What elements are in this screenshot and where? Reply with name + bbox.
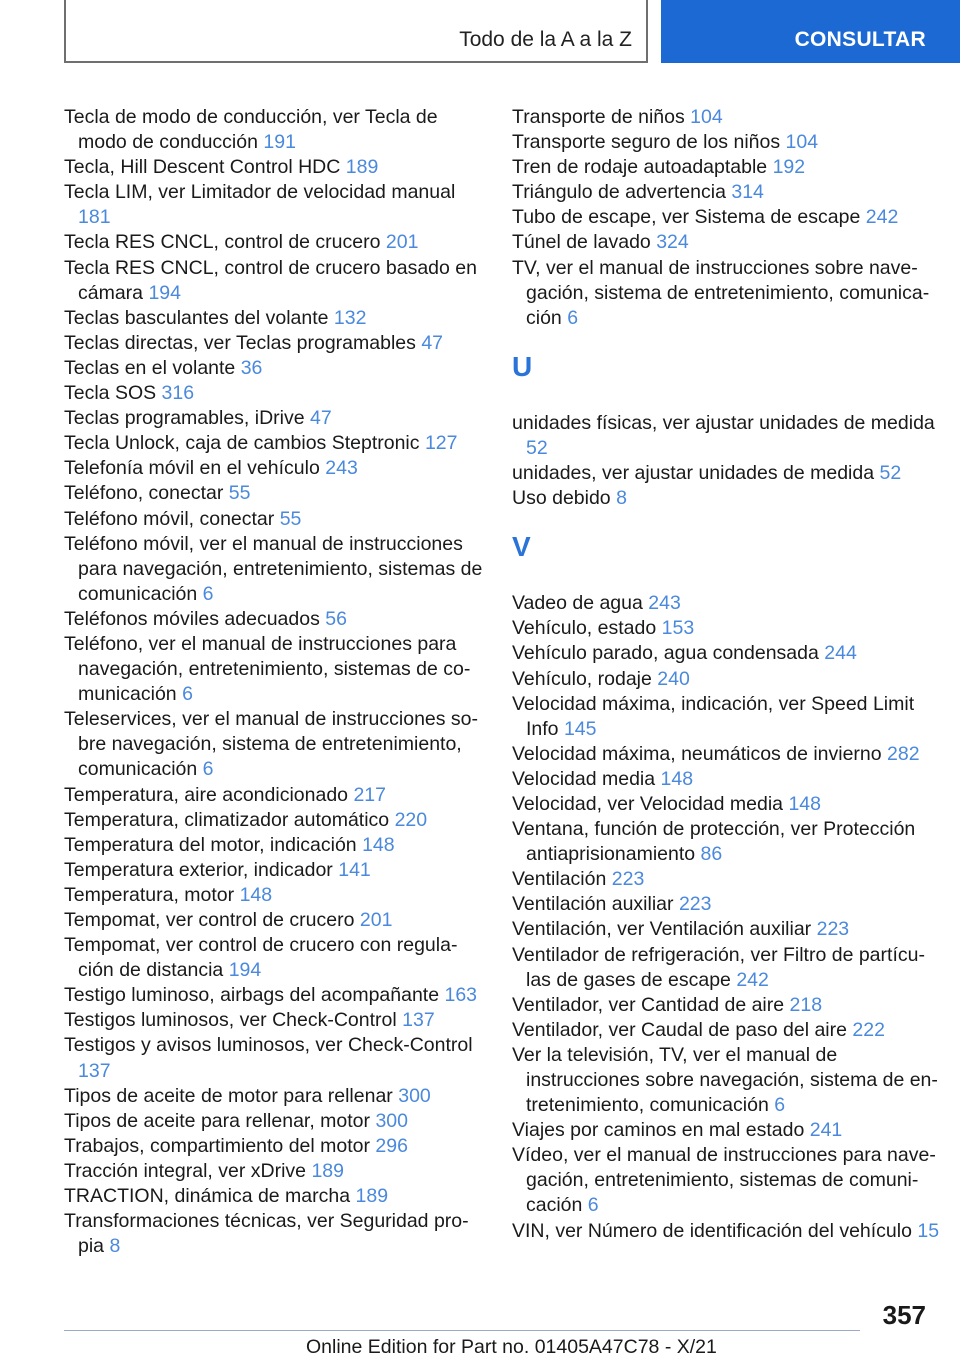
page-reference-link[interactable]: 6	[567, 306, 579, 329]
index-entry	[64, 1184, 484, 1209]
index-entry-text: Temperatura, motor	[64, 883, 235, 906]
index-entry-text: Vídeo, ver el manual de instrucciones para navegación, entretenimiento, sistemas de comunicación	[512, 1144, 936, 1217]
tab-index-az-label: Todo de la A a la Z	[459, 28, 632, 51]
index-entry	[512, 1043, 942, 1118]
index-entry	[64, 1109, 484, 1134]
index-entry	[512, 667, 942, 692]
index-entry-text: Temperatura exterior, indicador	[64, 858, 333, 881]
index-entry-text: Tracción integral, ver xDrive	[64, 1159, 307, 1182]
index-entry-text: Tecla, Hill Descent Control HDC	[64, 156, 341, 179]
index-entry-text: Trabajos, compartimiento del motor	[64, 1134, 370, 1157]
index-entry-text: Testigo luminoso, airbags del acompañante	[64, 984, 440, 1007]
index-entry	[512, 230, 942, 255]
index-entry	[512, 742, 942, 767]
index-entry	[64, 833, 484, 858]
index-entry-text: Vehículo, rodaje	[512, 667, 652, 690]
section-letter-v: V	[512, 531, 531, 563]
index-entry	[512, 130, 942, 155]
index-entry	[64, 883, 484, 908]
index-entry-text: Velocidad máxima, neumáticos de invierno	[512, 742, 882, 765]
index-entry	[512, 256, 942, 331]
index-column-left	[64, 105, 484, 1259]
index-entry-text: Teclas directas, ver Teclas programables	[64, 331, 416, 354]
page-reference-link[interactable]: 47	[310, 407, 332, 430]
page-reference-link[interactable]: 242	[736, 968, 769, 991]
index-entry-text: Teléfono móvil, ver el manual de instrucciones para navegación, entretenimiento, sistemas de comunicación	[64, 532, 483, 605]
page-reference-link[interactable]: 220	[394, 808, 428, 831]
index-entry-text: Tecla RES CNCL, control de crucero	[64, 231, 381, 254]
page-reference-link[interactable]: 163	[444, 984, 478, 1007]
page-reference-link[interactable]: 52	[526, 436, 548, 459]
index-entry-text: Velocidad máxima, indicación, ver Speed Limit Info	[512, 692, 915, 740]
index-entry	[512, 792, 942, 817]
index-entry-text: Ventilador de refrigeración, ver Filtro de partículas de gases de escape	[512, 943, 925, 991]
index-entry-text: Ventilador, ver Cantidad de aire	[512, 993, 785, 1016]
index-entry-text: Teleservices, ver el manual de instrucciones sobre navegación, sistema de entretenimiento, comunicación	[64, 708, 479, 781]
page-reference-link[interactable]: 242	[865, 206, 899, 229]
index-entry-text: Teclas basculantes del volante	[64, 306, 329, 329]
page-reference-link[interactable]: 132	[333, 306, 367, 329]
index-entry	[64, 230, 484, 255]
page-reference-link[interactable]: 191	[263, 131, 296, 154]
page-reference-link[interactable]: 55	[228, 482, 251, 505]
index-entry-text: Testigos luminosos, ver Check-Control	[64, 1009, 397, 1032]
page-reference-link[interactable]: 324	[656, 231, 689, 254]
index-entry-text: Temperatura del motor, indicación	[64, 833, 357, 856]
page-reference-link[interactable]: 6	[202, 758, 214, 781]
index-entry	[512, 105, 942, 130]
footer-edition: Online Edition for Part no. 01405A47C78 - X/21	[306, 1336, 717, 1358]
page-reference-link[interactable]: 8	[109, 1235, 121, 1258]
index-entry	[64, 783, 484, 808]
index-entry-text: Tipos de aceite para rellenar, motor	[64, 1109, 371, 1132]
index-entry-text: Ventilador, ver Caudal de paso del aire	[512, 1018, 847, 1041]
page-reference-link[interactable]: 300	[398, 1084, 431, 1107]
index-entry	[512, 817, 942, 867]
index-section-u	[512, 411, 942, 511]
index-entry	[512, 1018, 942, 1043]
index-entry	[64, 1033, 484, 1083]
index-entry	[512, 692, 942, 742]
index-entry	[64, 481, 484, 506]
index-entry	[64, 1008, 484, 1033]
page-reference-link[interactable]: 15	[917, 1219, 940, 1242]
page-reference-link[interactable]: 148	[362, 833, 395, 856]
index-section-v	[512, 591, 942, 1243]
footer-divider	[64, 1330, 860, 1331]
index-entry	[512, 616, 942, 641]
page-number: 357	[882, 1300, 926, 1330]
page-reference-link[interactable]: 56	[325, 607, 347, 630]
page-reference-link[interactable]: 137	[402, 1009, 435, 1032]
page-reference-link[interactable]: 282	[887, 742, 920, 765]
page-reference-link[interactable]: 55	[279, 507, 302, 530]
page-reference-link[interactable]: 223	[816, 918, 850, 941]
index-entry	[512, 1219, 942, 1244]
page-reference-link[interactable]: 194	[148, 281, 181, 304]
index-entry	[64, 180, 484, 230]
index-entry	[512, 1118, 942, 1143]
page-reference-link[interactable]: 194	[228, 959, 262, 982]
index-entry-text: Vehículo parado, agua condensada	[512, 642, 819, 665]
page-reference-link[interactable]: 240	[657, 667, 690, 690]
page-reference-link[interactable]: 6	[182, 683, 193, 706]
tab-consult-label: CONSULTAR	[794, 28, 926, 51]
page-reference-link[interactable]: 189	[311, 1159, 344, 1182]
index-entry-text: Teclas programables, iDrive	[64, 407, 305, 430]
index-entry-text: Ver la televisión, TV, ver el manual de instrucciones sobre navegación, sistema de entretenimiento, comunicación	[512, 1043, 938, 1117]
index-entry-text: Tempomat, ver control de crucero	[64, 909, 355, 931]
page-reference-link[interactable]: 192	[772, 156, 806, 179]
index-entry	[512, 411, 942, 461]
index-column-right	[512, 105, 942, 1244]
index-entry	[512, 641, 942, 666]
page-reference-link[interactable]: 217	[353, 783, 386, 806]
page-reference-link[interactable]: 300	[375, 1109, 408, 1132]
index-entry	[512, 155, 942, 180]
index-entry-text: Teléfono, ver el manual de instrucciones para navegación, entretenimiento, sistemas de comunicación	[64, 632, 471, 706]
page-reference-link[interactable]: 104	[690, 106, 723, 128]
index-entry-text: Tren de rodaje autoadaptable	[512, 156, 768, 179]
page-reference-link[interactable]: 86	[700, 843, 723, 866]
index-entry	[512, 1143, 942, 1218]
index-entry	[512, 867, 942, 892]
index-entry-text: Testigos y avisos luminosos, ver Check-Control	[64, 1034, 473, 1057]
index-entry-text: Túnel de lavado	[512, 231, 651, 254]
index-entry-text: Tecla RES CNCL, control de crucero basado en cámara	[64, 256, 477, 304]
index-entry-text: Telefonía móvil en el vehículo	[64, 457, 320, 480]
page-reference-link[interactable]: 243	[648, 592, 681, 615]
index-entry	[64, 933, 484, 983]
index-entry-text: Ventilación auxiliar	[512, 893, 674, 916]
index-entry-text: TRACTION, dinámica de marcha	[64, 1185, 351, 1208]
page-reference-link[interactable]: 218	[789, 993, 823, 1016]
index-entry-text: Triángulo de advertencia	[512, 181, 726, 204]
page-reference-link[interactable]: 223	[611, 868, 645, 891]
index-entry-text: Vehículo, estado	[512, 617, 657, 640]
index-entry-text: Temperatura, aire acondicionado	[64, 783, 349, 806]
page-reference-link[interactable]: 181	[78, 206, 111, 229]
index-entry-text: Transformaciones técnicas, ver Seguridad propia	[64, 1210, 469, 1258]
index-entry	[512, 180, 942, 205]
index-entry-text: TV, ver el manual de instrucciones sobre navegación, sistema de entretenimiento, comunicación	[512, 256, 930, 329]
index-entry	[512, 205, 942, 230]
page-reference-link[interactable]: 153	[661, 617, 695, 640]
index-entry-text: unidades físicas, ver ajustar unidades de medida	[512, 411, 935, 434]
page-reference-link[interactable]: 6	[202, 582, 214, 605]
index-section-t	[512, 105, 942, 331]
page-reference-link[interactable]: 223	[678, 893, 712, 916]
index-entry-text: unidades, ver ajustar unidades de medida	[512, 462, 875, 485]
index-entry-text: Transporte seguro de los niños	[512, 131, 781, 154]
page-reference-link[interactable]: 222	[852, 1018, 885, 1041]
index-entry	[64, 256, 484, 306]
index-entry-text: Teléfono móvil, conectar	[64, 507, 275, 530]
index-entry	[512, 993, 942, 1018]
page-reference-link[interactable]: 296	[375, 1134, 408, 1157]
index-entry-text: Uso debido	[512, 487, 611, 510]
page-reference-link[interactable]: 137	[78, 1059, 111, 1082]
index-entry-text: Tecla LIM, ver Limitador de velocidad manual	[64, 181, 456, 204]
page-reference-link[interactable]: 6	[587, 1194, 599, 1217]
index-entry-text: Velocidad media	[512, 767, 656, 790]
page-reference-link[interactable]: 148	[239, 883, 273, 906]
index-entry	[64, 908, 484, 933]
page-reference-link[interactable]: 36	[240, 356, 263, 379]
index-entry	[512, 943, 942, 993]
index-entry-text: Tecla SOS	[64, 382, 157, 405]
index-entry	[64, 532, 484, 607]
page-reference-link[interactable]: 189	[345, 156, 379, 179]
index-entry	[512, 892, 942, 917]
index-entry-text: Teléfonos móviles adecuados	[64, 607, 320, 630]
index-entry	[64, 306, 484, 331]
index-entry	[64, 331, 484, 356]
index-entry-text: Temperatura, climatizador automático	[64, 808, 390, 831]
index-entry	[64, 406, 484, 431]
index-entry	[64, 155, 484, 180]
page-reference-link[interactable]: 47	[421, 331, 444, 354]
page-reference-link[interactable]: 127	[424, 432, 458, 455]
page-reference-link[interactable]: 189	[355, 1185, 389, 1208]
index-entry	[64, 105, 484, 155]
index-entry	[64, 983, 484, 1008]
index-entry	[64, 507, 484, 532]
index-entry	[512, 917, 942, 942]
tab-consult[interactable]	[661, 0, 960, 63]
index-entry	[64, 707, 484, 782]
index-entry-text: Vadeo de agua	[512, 592, 643, 615]
index-entry	[64, 1134, 484, 1159]
page-reference-link[interactable]: 148	[660, 767, 694, 790]
index-entry	[64, 381, 484, 406]
index-entry	[512, 461, 942, 486]
page-reference-link[interactable]: 8	[616, 487, 627, 510]
index-entry-text: Tempomat, ver control de crucero con regulación de distancia	[64, 934, 458, 982]
page-reference-link[interactable]: 314	[731, 181, 764, 204]
page-reference-link[interactable]: 104	[785, 131, 819, 154]
page-reference-link[interactable]: 201	[385, 231, 419, 254]
page-reference-link[interactable]: 148	[788, 792, 821, 815]
index-entry-text: Teléfono, conectar	[64, 482, 224, 505]
page-reference-link[interactable]: 244	[824, 642, 857, 665]
index-entry-text: Tecla Unlock, caja de cambios Steptronic	[64, 432, 420, 455]
index-entry-text: Transporte de niños	[512, 106, 685, 128]
index-entry-text: Viajes por caminos en mal estado	[512, 1119, 805, 1142]
tab-index-az[interactable]	[64, 0, 648, 63]
index-entry-text: VIN, ver Número de identificación del vehículo	[512, 1219, 912, 1242]
index-entry	[64, 1159, 484, 1184]
page-reference-link[interactable]: 52	[879, 462, 902, 485]
index-entry	[64, 431, 484, 456]
page-reference-link[interactable]: 145	[563, 717, 597, 740]
index-entry	[64, 356, 484, 381]
index-entry	[64, 1084, 484, 1109]
index-entry	[512, 486, 942, 511]
index-entry-text: Ventilación	[512, 868, 607, 891]
index-entry	[64, 632, 484, 707]
section-letter-u: U	[512, 350, 533, 382]
index-entry	[64, 858, 484, 883]
index-entry	[512, 767, 942, 792]
page-reference-link[interactable]: 241	[809, 1119, 843, 1142]
page-reference-link[interactable]: 316	[161, 382, 195, 405]
index-entry-text: Tecla de modo de conducción, ver Tecla de modo de conducción	[64, 106, 438, 154]
index-entry	[64, 607, 484, 632]
index-entry-text: Tubo de escape, ver Sistema de escape	[512, 206, 861, 229]
index-entry-text: Velocidad, ver Velocidad media	[512, 792, 784, 815]
index-entry-text: Ventilación, ver Ventilación auxiliar	[512, 918, 812, 941]
index-entry	[64, 456, 484, 481]
page-reference-link[interactable]: 243	[325, 457, 358, 480]
page-reference-link[interactable]: 141	[338, 858, 371, 881]
index-entry	[64, 1209, 484, 1259]
index-entry	[512, 591, 942, 616]
index-entry-text: Tipos de aceite de motor para rellenar	[64, 1084, 393, 1107]
index-entry	[64, 808, 484, 833]
page-reference-link[interactable]: 6	[774, 1094, 786, 1117]
index-entry-text: Ventana, función de protección, ver Protección antiaprisionamiento	[512, 818, 916, 866]
page-reference-link[interactable]: 201	[359, 909, 393, 931]
index-entry-text: Teclas en el volante	[64, 356, 236, 379]
